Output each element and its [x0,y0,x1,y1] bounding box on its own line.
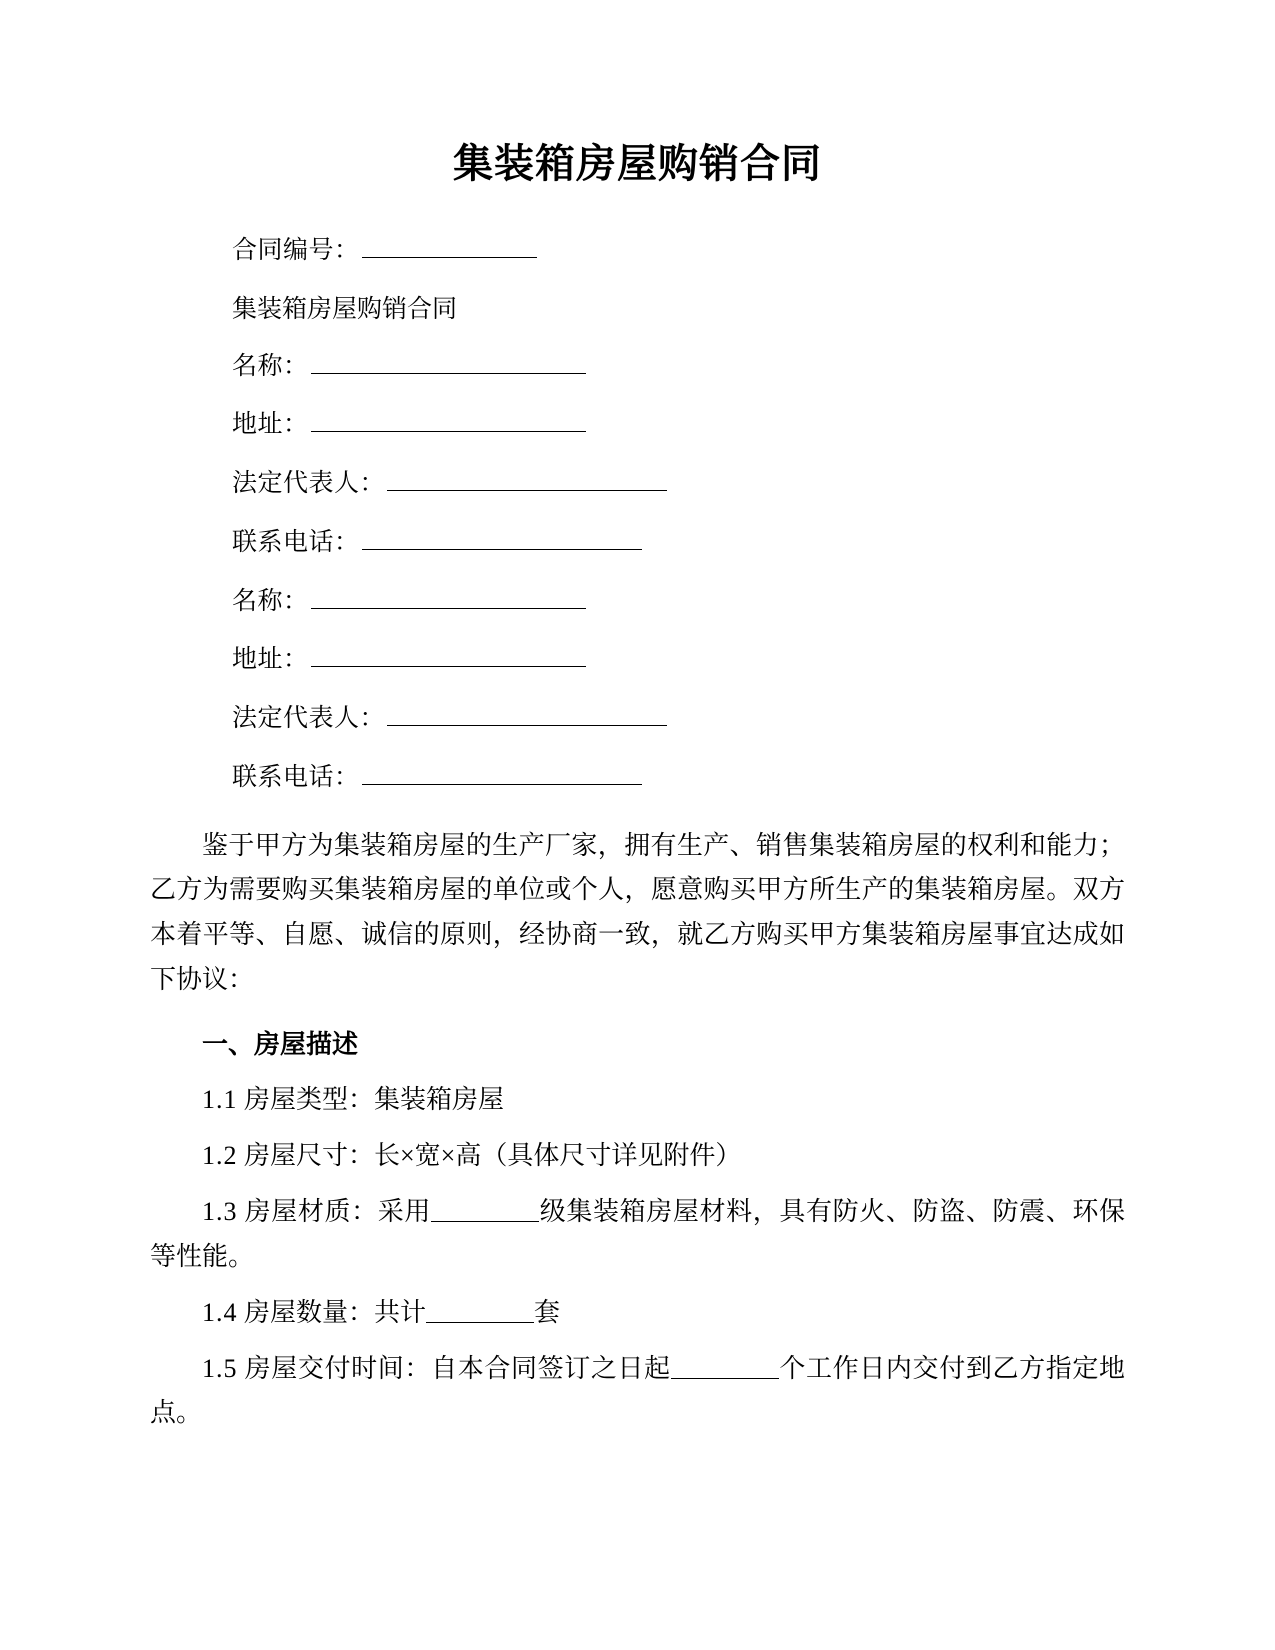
field-label: 名称： [232,587,309,615]
field-blank[interactable] [387,703,667,726]
section-heading-one: 一、房屋描述 [202,1029,359,1060]
field-party-a-legal-rep [150,465,1125,504]
clause-1-5 [150,1347,1125,1435]
clause-number: 1.1 [202,1084,238,1114]
clause-number: 1.5 [202,1353,238,1383]
clause-1-4 [150,1291,1125,1335]
clause-text-after: 个工作日内交付到乙方指定地点。 [150,1353,1125,1428]
field-label: 地址： [232,411,309,439]
clause-number: 1.4 [202,1297,238,1327]
clause-1-3 [150,1190,1125,1278]
field-label: 名称： [232,352,309,380]
field-party-b-legal-rep [150,700,1125,739]
clause-number: 1.2 [202,1141,238,1171]
field-blank[interactable] [311,586,586,609]
field-blank[interactable] [362,235,537,258]
field-party-a-name [150,348,1125,387]
field-blank[interactable] [311,351,586,374]
field-blank[interactable] [387,468,667,491]
clause-blank[interactable] [426,1302,534,1323]
clause-text: 房屋材质：采用 [244,1197,432,1227]
field-label: 法定代表人： [232,705,386,732]
field-party-a-address [150,406,1125,445]
clause-text: 房屋类型：集装箱房屋 [244,1084,505,1114]
document-subtitle: 集装箱房屋购销合同 [232,295,458,323]
clause-text-after: 级集装箱房屋材料，具有防火、防盗、防震、环保等性能。 [150,1197,1125,1271]
field-label: 地址： [232,646,309,674]
clause-number: 1.3 [202,1197,238,1227]
field-label: 联系电话： [232,528,360,556]
clause-1-2 [150,1134,1125,1178]
field-label: 法定代表人： [232,470,386,497]
clause-blank[interactable] [671,1358,779,1379]
clause-text: 房屋数量：共计 [244,1297,427,1327]
field-label: 合同编号： [232,237,360,264]
clause-blank[interactable] [431,1201,539,1222]
field-blank[interactable] [311,644,586,667]
field-label: 联系电话： [232,763,360,791]
clause-1-1 [150,1078,1125,1122]
field-party-b-address [150,641,1125,680]
page-title: 集装箱房屋购销合同 [453,142,822,186]
field-blank[interactable] [362,527,642,550]
field-party-a-phone [150,524,1125,563]
field-party-b-phone [150,759,1125,798]
field-blank[interactable] [362,762,642,785]
clause-text-after: 套 [534,1297,561,1327]
preamble-paragraph: 鉴于甲方为集装箱房屋的生产厂家，拥有生产、销售集装箱房屋的权利和能力；乙方为需要购买集装箱房屋的单位或个人，愿意购买甲方所生产的集装箱房屋。双方本着平等、自愿、诚信的原则，经协商一致，就乙方购买甲方集装箱房屋事宜达成如下协议： [150,830,1125,994]
clause-text: 房屋交付时间：自本合同签订之日起 [244,1353,671,1383]
clause-text: 房屋尺寸：长×宽×高（具体尺寸详见附件） [244,1141,742,1171]
field-party-b-name [150,583,1125,622]
field-contract-number [150,232,1125,271]
field-blank[interactable] [311,409,586,432]
